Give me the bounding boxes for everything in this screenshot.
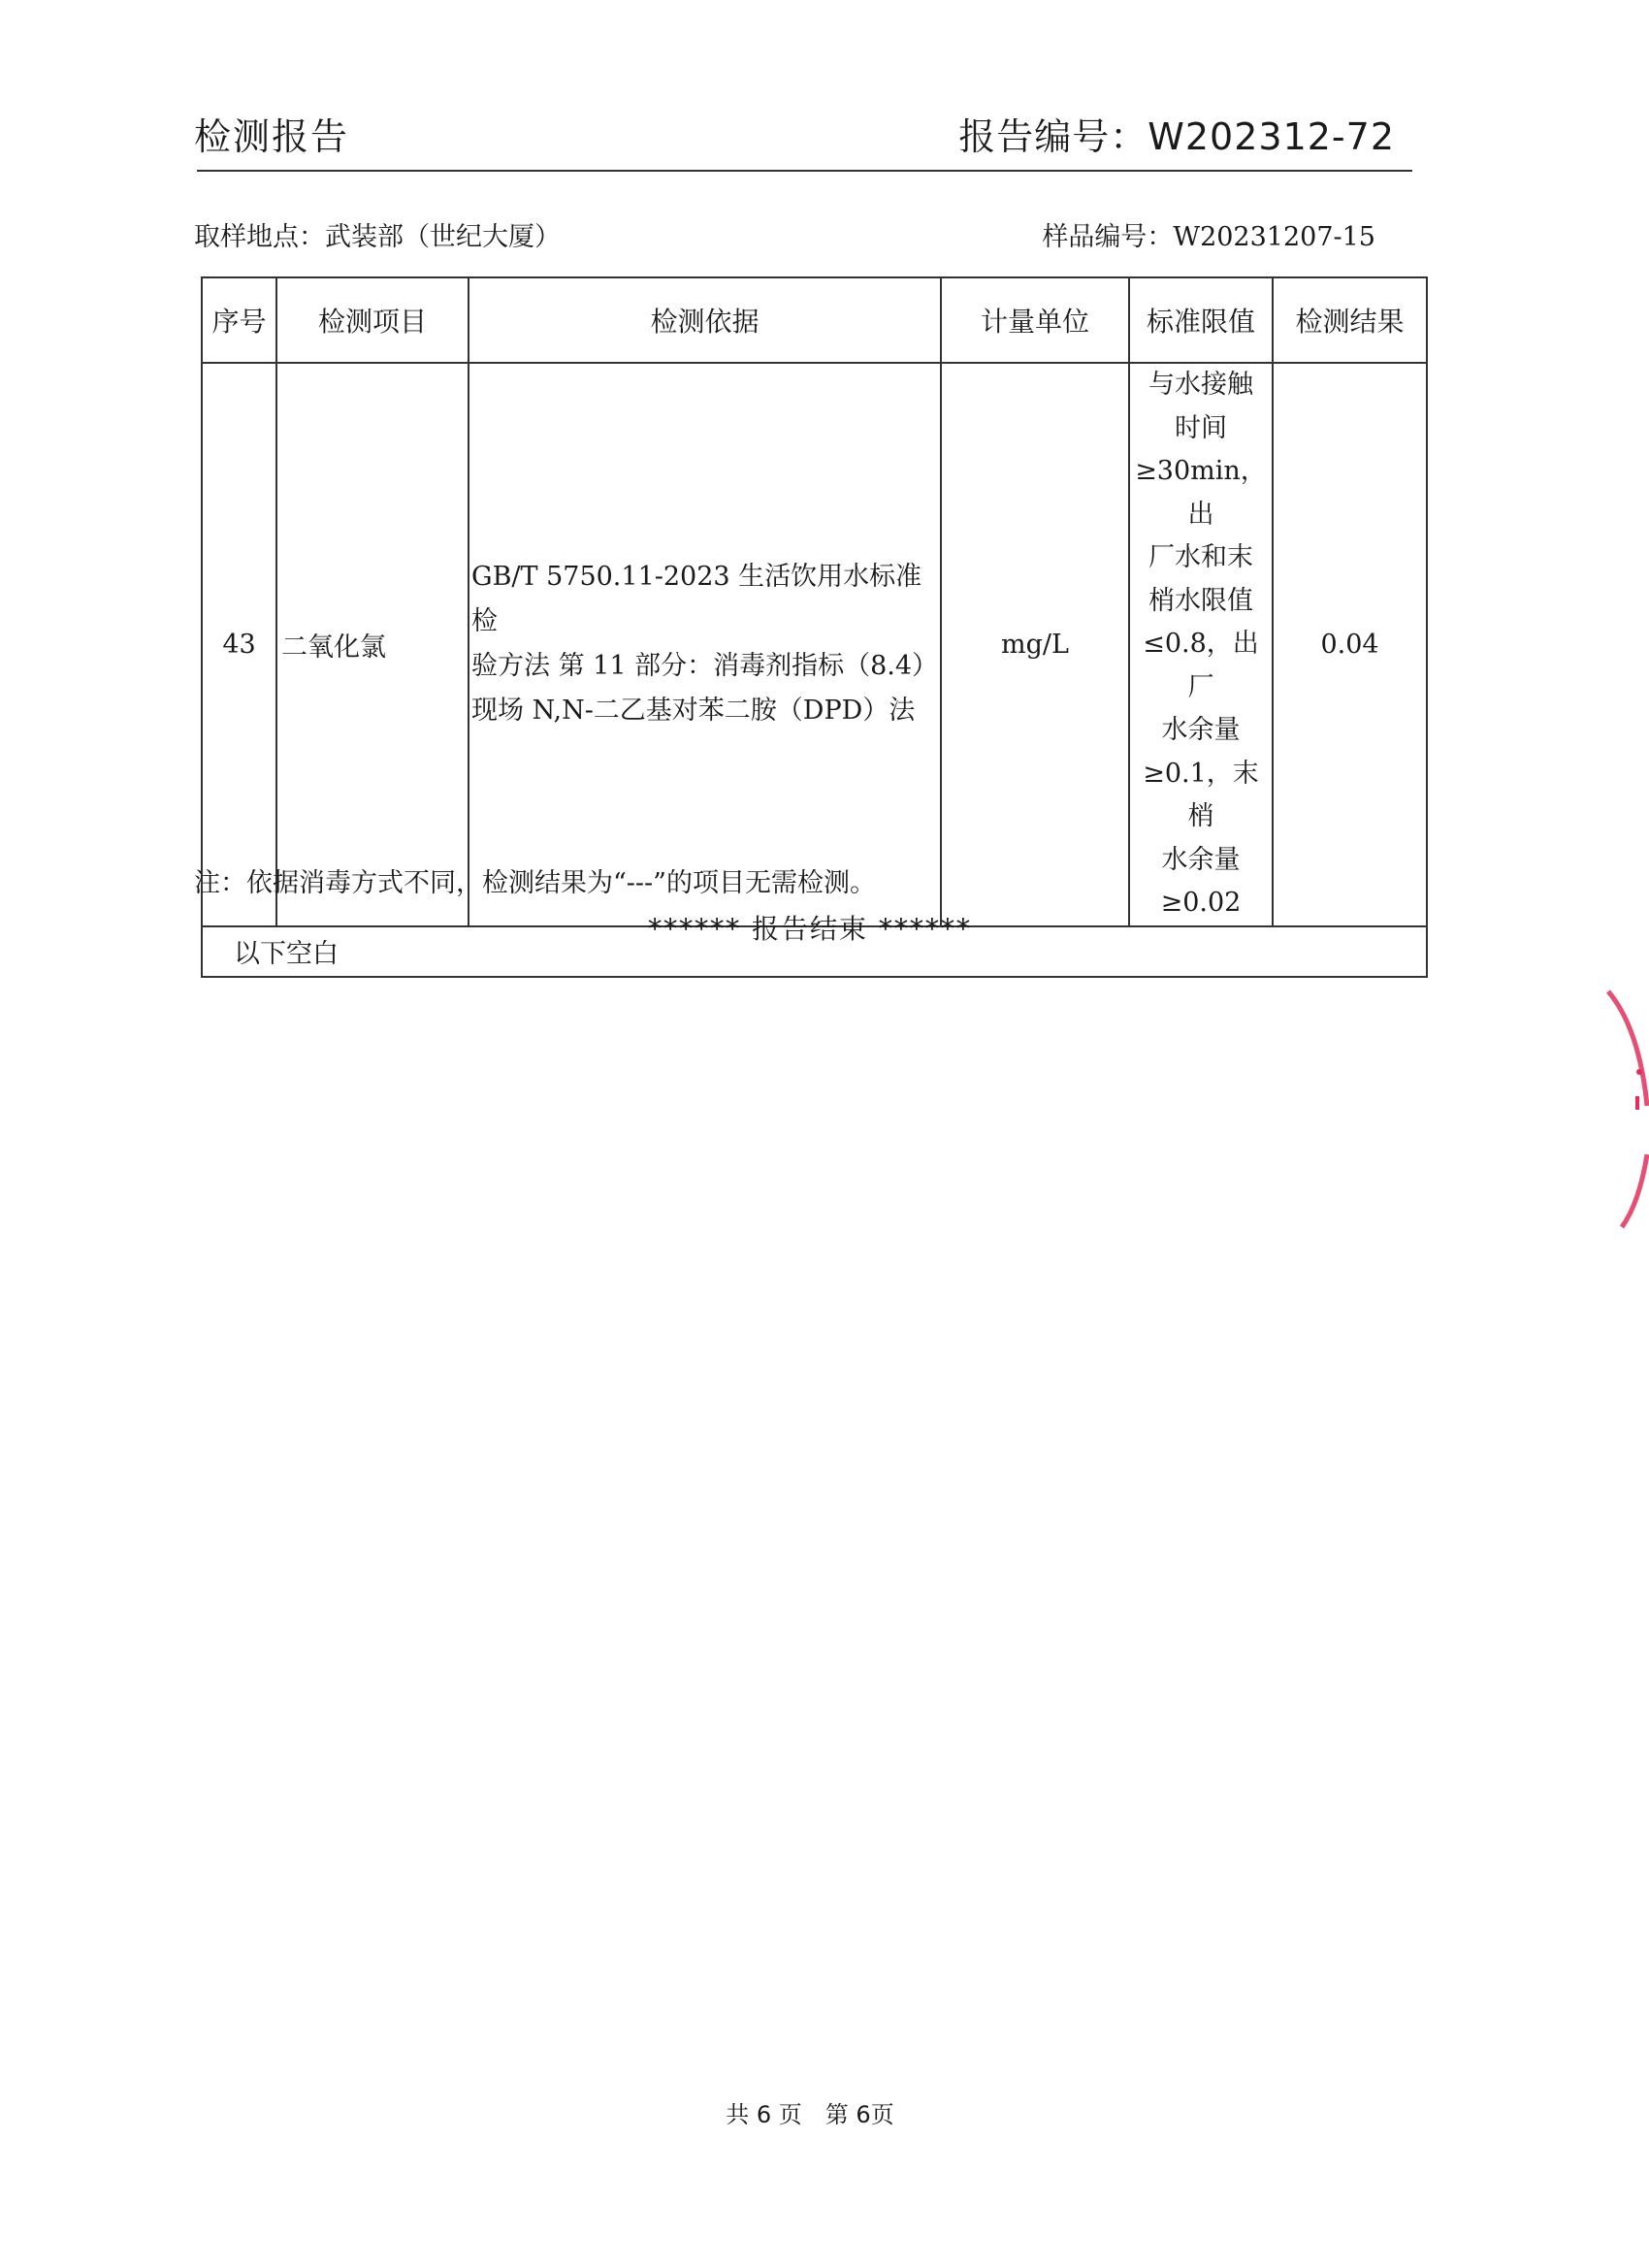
cell-no: 43 (202, 363, 276, 926)
limit-line: ≥30min，出 (1135, 456, 1267, 530)
limit-line: ≥0.02 (1160, 888, 1242, 918)
footnote: 注：依据消毒方式不同，检测结果为“---”的项目无需检测。 (194, 868, 876, 898)
table-row (202, 363, 1427, 926)
basis-line: 现场 N,N-二乙基对苯二胺（DPD）法 (471, 696, 916, 727)
header-result: 检测结果 (1273, 277, 1427, 363)
report-end-marker: ****** 报告结束 ****** (648, 913, 972, 945)
cell-basis (469, 363, 941, 926)
limit-line: 水余量 (1161, 715, 1241, 745)
table-header-row (202, 277, 1427, 363)
cell-item: 二氧化氯 (276, 363, 469, 926)
limit-line: 水余量 (1161, 844, 1241, 875)
seal-stamp-partial (1600, 989, 1649, 1232)
header-divider (197, 170, 1412, 172)
limit-line: ≥0.1，末梢 (1143, 758, 1259, 831)
basis-line: 验方法 第 11 部分：消毒剂指标（8.4） (471, 651, 939, 682)
limit-line: 厂水和末 (1148, 542, 1253, 572)
limit-line: 时间 (1175, 412, 1227, 443)
page-counter: 共 6 页 第 6页 (726, 2101, 894, 2128)
cell-unit: mg/L (941, 363, 1129, 926)
report-title: 检测报告 (194, 115, 350, 158)
limit-line: ≤0.8，出厂 (1143, 629, 1259, 702)
header-unit: 计量单位 (941, 277, 1129, 363)
header-limit: 标准限值 (1129, 277, 1273, 363)
sample-number: 样品编号：W20231207-15 (1042, 222, 1375, 252)
report-number: 报告编号：W202312-72 (958, 115, 1395, 158)
header-no: 序号 (202, 277, 276, 363)
basis-line: GB/T 5750.11-2023 生活饮用水标准检 (471, 562, 922, 637)
limit-line: 梢水限值 (1148, 585, 1253, 616)
cell-result: 0.04 (1273, 363, 1427, 926)
blank-row-label: 以下空白 (202, 926, 1427, 977)
header-basis: 检测依据 (469, 277, 941, 363)
header-item: 检测项目 (276, 277, 469, 363)
cell-limit (1129, 363, 1273, 926)
limit-line: 与水接触 (1148, 370, 1253, 400)
sampling-location: 取样地点：武装部（世纪大厦） (194, 222, 561, 252)
